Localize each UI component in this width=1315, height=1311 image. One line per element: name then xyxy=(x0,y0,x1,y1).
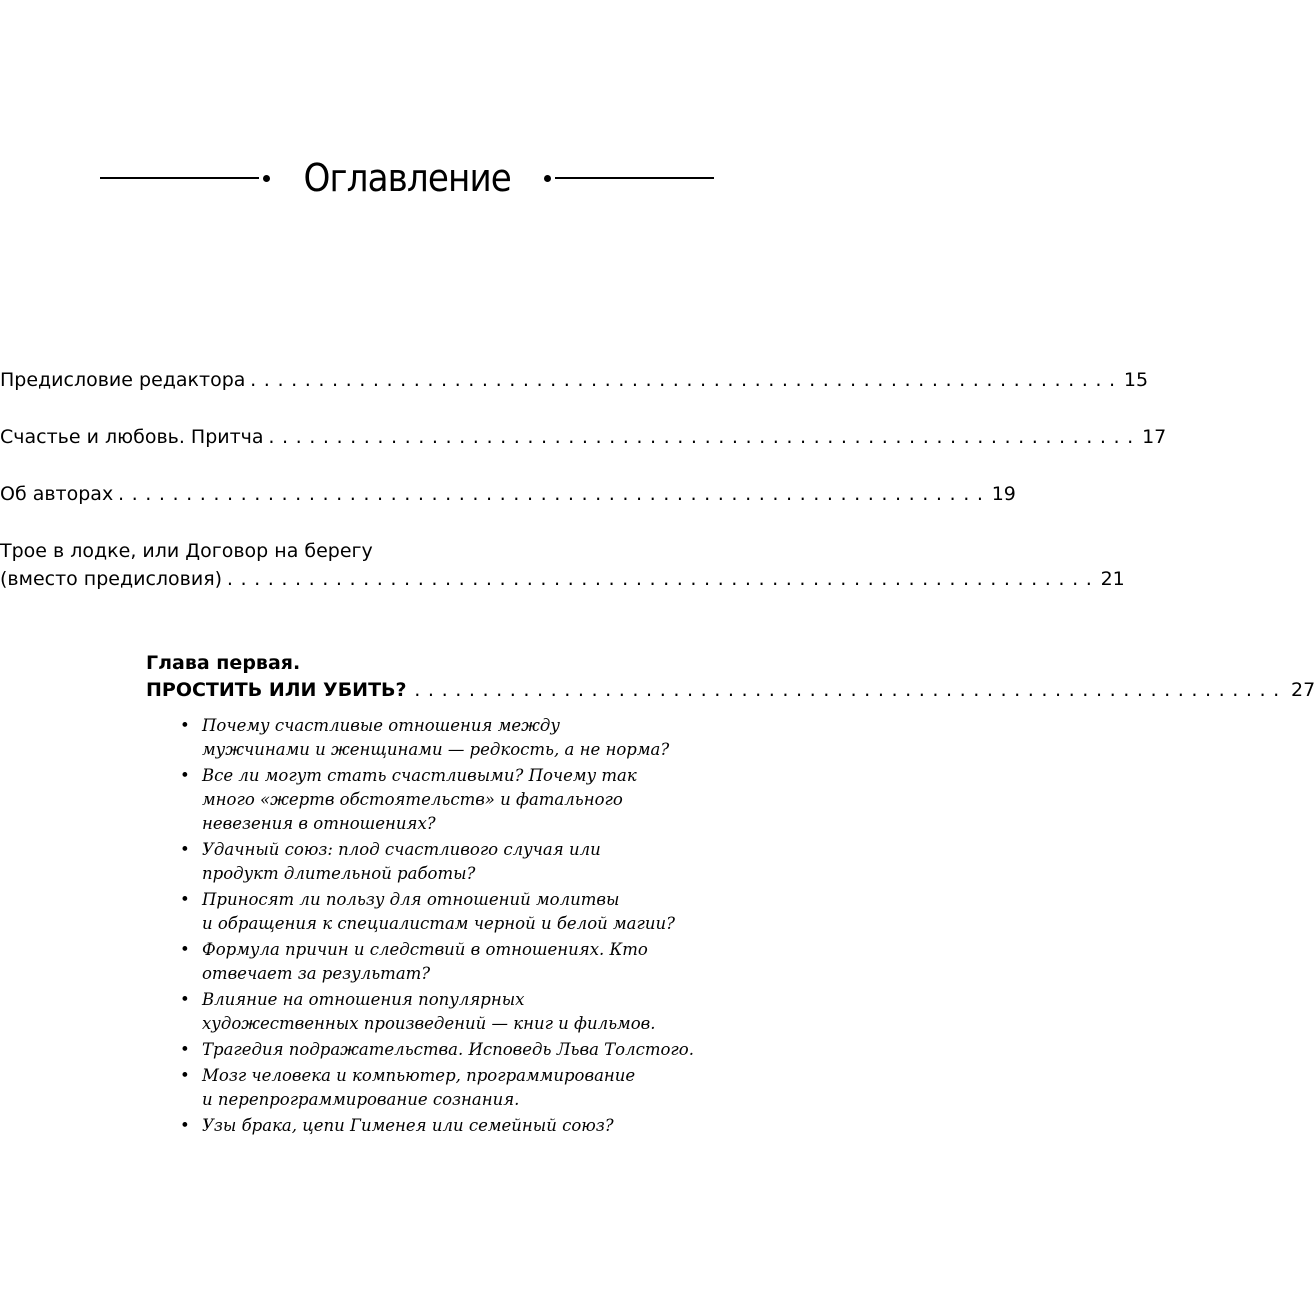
toc-entry-page: 17 xyxy=(1142,426,1167,448)
bullet-icon: • xyxy=(180,990,190,1009)
dot-leader: ................................................................ xyxy=(266,428,1140,447)
toc-entry-title: Трое в лодке, или Договор на берегу xyxy=(0,540,373,562)
chapter-label: Глава первая. xyxy=(146,652,301,674)
page-title: Оглавление xyxy=(303,156,511,200)
bullet-icon: • xyxy=(180,1116,190,1135)
dot-leader: ................................................................ xyxy=(116,485,989,504)
list-item: • Почему счастливые отношения между мужчинами и женщинами — редкость, а не норма? xyxy=(180,716,670,759)
toc-entry-title: Об авторах xyxy=(0,483,114,505)
chapter-page: 27 xyxy=(1291,679,1315,701)
dot-leader: ................................................................ xyxy=(225,570,1098,589)
toc-entry-title-cont: (вместо предисловия) xyxy=(0,568,223,590)
list-item: • Приносят ли пользу для отношений молитвы и обращения к специалистам черной и белой магии? xyxy=(180,890,675,933)
heading-rule-right xyxy=(555,177,714,179)
chapter-title: ПРОСТИТЬ ИЛИ УБИТЬ? xyxy=(146,679,407,701)
chapter-entry[interactable] xyxy=(146,650,1315,704)
chapter-topic-list xyxy=(180,714,720,1140)
toc-entry-title: Счастье и любовь. Притча xyxy=(0,426,264,448)
list-item: • Трагедия подражательства. Исповедь Льва Толстого. xyxy=(180,1038,720,1062)
bullet-icon: • xyxy=(180,766,190,785)
bullet-icon: • xyxy=(180,716,190,735)
list-item: • Все ли могут стать счастливыми? Почему так много «жертв обстоятельств» и фатального невезения в отношениях? xyxy=(180,766,637,833)
toc-entry-title: Предисловие редактора xyxy=(0,369,246,391)
heading-dot-left xyxy=(263,175,270,182)
toc-heading xyxy=(100,150,714,206)
toc-entry[interactable] xyxy=(0,366,1149,395)
heading-rule-left xyxy=(100,177,259,179)
bullet-icon: • xyxy=(180,940,190,959)
bullet-icon: • xyxy=(180,1066,190,1085)
dot-leader: ................................................................ xyxy=(412,681,1286,700)
dot-leader: ................................................................ xyxy=(248,371,1121,390)
bullet-icon: • xyxy=(180,890,190,909)
heading-dot-right xyxy=(544,175,551,182)
bullet-icon: • xyxy=(180,840,190,859)
toc-entry[interactable] xyxy=(0,480,1016,509)
toc-entry-page: 21 xyxy=(1100,568,1125,590)
list-item: • Узы брака, цепи Гименея или семейный союз? xyxy=(180,1114,720,1138)
toc-entry-page: 15 xyxy=(1123,369,1149,391)
list-item: • Формула причин и следствий в отношениях. Кто отвечает за результат? xyxy=(180,940,648,983)
toc-entry-page: 19 xyxy=(991,483,1016,505)
list-item: • Мозг человека и компьютер, программирование и перепрограммирование сознания. xyxy=(180,1066,636,1109)
toc-entry[interactable] xyxy=(0,423,1167,452)
list-item: • Влияние на отношения популярных художественных произведений — книг и фильмов. xyxy=(180,990,656,1033)
bullet-icon: • xyxy=(180,1040,190,1059)
toc-entry[interactable] xyxy=(0,537,1125,594)
list-item: • Удачный союз: плод счастливого случая или продукт длительной работы? xyxy=(180,840,601,883)
